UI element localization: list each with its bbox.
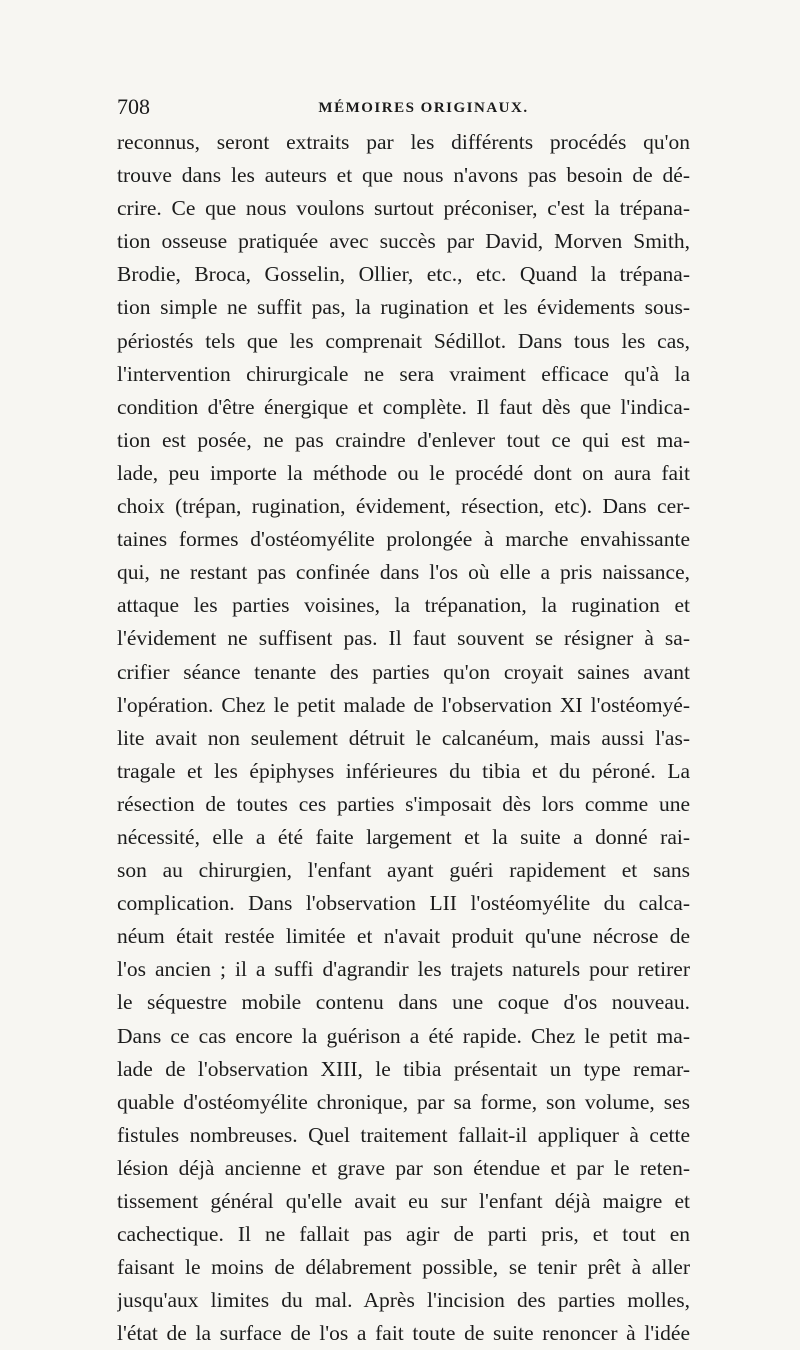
text-line: l'état de la surface de l'os a fait toute de suite renoncer à l'idée [117, 1321, 690, 1346]
running-title: MÉMOIRES ORIGINAUX. [318, 100, 529, 116]
page-number: 708 [117, 94, 150, 119]
text-line: tissement général qu'elle avait eu sur l'enfant déjà maigre et [117, 1189, 690, 1213]
text-line: lade de l'observation XIII, le tibia présentait un type remar- [117, 1056, 690, 1081]
text-line: néum était restée limitée et n'avait produit qu'une nécrose de [117, 924, 690, 949]
text-line: lésion déjà ancienne et grave par son étendue et par le reten- [117, 1155, 690, 1180]
text-line: taines formes d'ostéomyélite prolongée à marche envahissante [117, 527, 690, 552]
text-line: l'intervention chirurgicale ne sera vraiment efficace qu'à la [117, 361, 690, 386]
text-line: qui, ne restant pas confinée dans l'os où elle a pris naissance, [117, 560, 690, 585]
text-line: crifier séance tenante des parties qu'on croyait saines avant [117, 659, 690, 684]
text-line: Dans ce cas encore la guérison a été rapide. Chez le petit ma- [117, 1023, 690, 1048]
text-line: le séquestre mobile contenu dans une coque d'os nouveau. [117, 990, 690, 1015]
text-line: trouve dans les auteurs et que nous n'avons pas besoin de dé- [117, 163, 690, 188]
text-line: cachectique. Il ne fallait pas agir de parti pris, et tout en [117, 1222, 690, 1247]
text-line: tion osseuse pratiquée avec succès par David, Morven Smith, [117, 229, 690, 254]
text-line: complication. Dans l'observation LII l'ostéomyélite du calca- [117, 891, 690, 916]
text-line: l'évidement ne suffisent pas. Il faut souvent se résigner à sa- [117, 626, 690, 651]
text-line: Brodie, Broca, Gosselin, Ollier, etc., etc. Quand la trépana- [117, 262, 690, 287]
text-line: fistules nombreuses. Quel traitement fallait-il appliquer à cette [117, 1122, 690, 1147]
running-head [117, 92, 690, 122]
body-text [117, 126, 690, 1350]
text-line: condition d'être énergique et complète. Il faut dès que l'indica- [117, 394, 690, 419]
text-line: attaque les parties voisines, la trépanation, la rugination et [117, 593, 690, 618]
text-line: nécessité, elle a été faite largement et la suite a donné rai- [117, 824, 690, 849]
text-line: quable d'ostéomyélite chronique, par sa forme, son volume, ses [117, 1089, 690, 1114]
text-line: résection de toutes ces parties s'imposait dès lors comme une [117, 791, 690, 816]
text-line: tion simple ne suffit pas, la rugination et les évidements sous- [117, 295, 690, 320]
text-line: choix (trépan, rugination, évidement, résection, etc). Dans cer- [117, 494, 690, 519]
text-line: lite avait non seulement détruit le calcanéum, mais aussi l'as- [117, 725, 690, 750]
text-line: périostés tels que les comprenait Sédillot. Dans tous les cas, [117, 328, 690, 353]
text-line: reconnus, seront extraits par les différents procédés qu'on [117, 130, 690, 154]
text-line: son au chirurgien, l'enfant ayant guéri rapidement et sans [117, 858, 690, 883]
text-line: jusqu'aux limites du mal. Après l'incision des parties molles, [117, 1288, 690, 1313]
text-line: l'opération. Chez le petit malade de l'observation XI l'ostéomyé- [117, 692, 690, 717]
text-line: faisant le moins de délabrement possible, se tenir prêt à aller [117, 1255, 690, 1280]
text-line: l'os ancien ; il a suffi d'agrandir les trajets naturels pour retirer [117, 957, 690, 982]
text-line: tion est posée, ne pas craindre d'enlever tout ce qui est ma- [117, 427, 690, 452]
text-line: lade, peu importe la méthode ou le procédé dont on aura fait [117, 460, 690, 485]
text-line: crire. Ce que nous voulons surtout préconiser, c'est la trépana- [117, 196, 690, 221]
text-line: tragale et les épiphyses inférieures du tibia et du péroné. La [117, 758, 690, 783]
